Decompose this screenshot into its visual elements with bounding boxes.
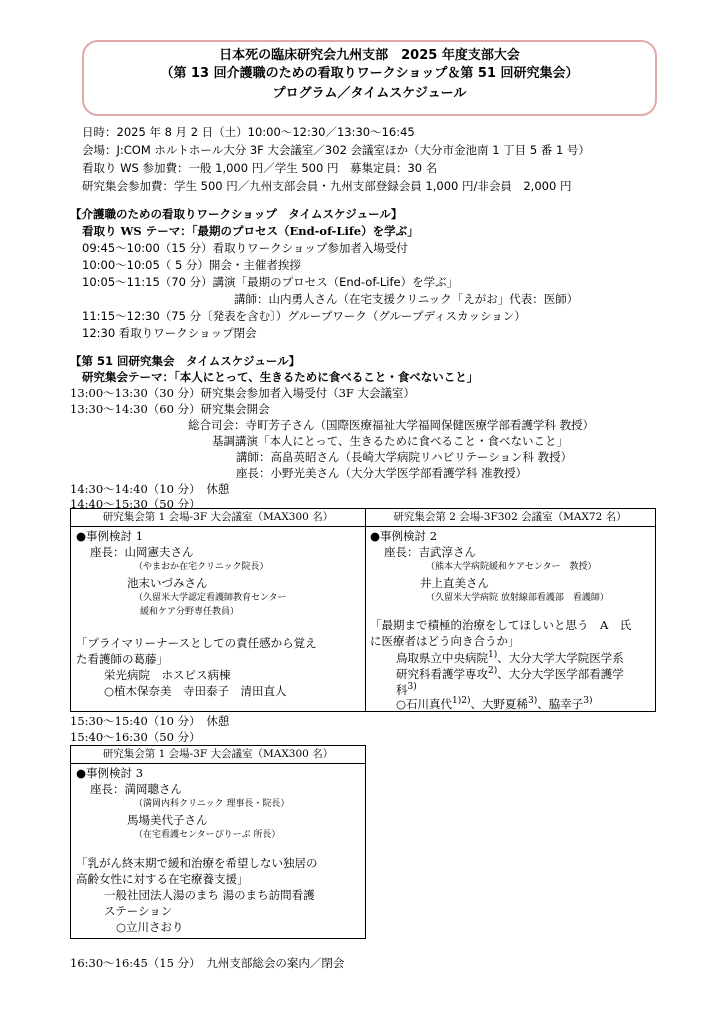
chair-affiliation: （満岡内科クリニック 理事長・院長） bbox=[134, 799, 290, 809]
event-venue: 会場：J:COM ホルトホール大分 3F 大会議室／302 会議室ほか（大分市金池南 1 丁目 5 番 1 号） bbox=[82, 143, 590, 157]
title-box bbox=[82, 40, 657, 116]
case-presenters: ○植木保奈美 寺田泰子 清田直人 bbox=[104, 684, 287, 698]
chair-name: 馬場美代子さん bbox=[127, 813, 208, 827]
workshop-theme: 看取り WS テーマ：「最期のプロセス（End-of-Life）を学ぶ」 bbox=[82, 224, 419, 238]
case-title: た看護師の葛藤」 bbox=[76, 652, 168, 666]
chair-affiliation: 緩和ケア分野専任教員） bbox=[140, 607, 240, 617]
schedule-item: 14:40～15:30（50 分） bbox=[70, 497, 201, 511]
chair-affiliation: （在宅看護センターぴりーぷ 所長） bbox=[134, 830, 281, 840]
workshop-lecturer: 講師：山内勇人さん（在宅支援クリニック「えがお」代表：医師） bbox=[234, 292, 579, 306]
event-title: 日本死の臨床研究会九州支部 2025 年度支部大会 bbox=[219, 48, 520, 63]
master-of-ceremonies: 総合司会：寺町芳子さん（国際医療福祉大学福岡保健医療学部看護学科 教授） bbox=[188, 418, 595, 432]
case-organization: 栄光病院 ホスピス病棟 bbox=[104, 668, 231, 682]
keynote-title: 基調講演「本人にとって、生きるために食べること・食べないこと」 bbox=[212, 434, 569, 448]
schedule-item: 16:30～16:45（15 分） 九州支部総会の案内／閉会 bbox=[70, 956, 345, 970]
room3-header: 研究集会第 1 会場-3F 大会議室（MAX300 名） bbox=[71, 746, 365, 764]
case-presenters: ○立川さおり bbox=[116, 920, 184, 934]
event-subtitle: （第 13 回介護職のための看取りワークショップ＆第 51 回研究集会） bbox=[160, 66, 579, 81]
case-organization: 科$^{3)}$ bbox=[396, 682, 417, 697]
case-label: ●事例検討 2 bbox=[370, 529, 438, 543]
workshop-item: 11:15～12:30（75 分〔発表を含む〕）グループワーク（グループディスカッション） bbox=[82, 309, 526, 323]
workshop-item: 10:05～11:15（70 分）講演「最期のプロセス（End-of-Life）を学ぶ」 bbox=[82, 275, 459, 289]
room2-header: 研究集会第 2 会場-3F302 会議室（MAX72 名） bbox=[365, 509, 655, 527]
case-label: ●事例検討 1 bbox=[76, 529, 144, 543]
ws-fee: 看取り WS 参加費：一般 1,000 円／学生 500 円 募集定員：30 名 bbox=[82, 161, 438, 175]
case-title: 「プライマリーナースとしての責任感から覚え bbox=[76, 636, 317, 650]
chair-affiliation: （久留米大学認定看護師教育センター bbox=[134, 593, 287, 603]
schedule-item: 14:30～14:40（10 分） 休憩 bbox=[70, 482, 230, 496]
case-title: 高齢女性に対する在宅療養支援」 bbox=[76, 872, 249, 886]
chair-affiliation: （やまおか在宅クリニック院長） bbox=[134, 562, 269, 572]
conf-fee: 研究集会参加費：学生 500 円／九州支部会員・九州支部登録会員 1,000 円/非会員 2,000 円 bbox=[82, 179, 572, 193]
schedule-item: 15:40～16:30（50 分） bbox=[70, 730, 201, 744]
chair-affiliation: （久留米大学病院 放射線部看護部 看護師） bbox=[426, 593, 609, 603]
workshop-item: 10:00～10:05（ 5 分）開会・主催者挨拶 bbox=[82, 258, 301, 272]
chair-name: 座長：吉武淳さん bbox=[384, 545, 476, 559]
case-title: に医療者はどう向き合うか」 bbox=[370, 634, 520, 648]
workshop-item: 09:45～10:00（15 分）看取りワークショップ参加者入場受付 bbox=[82, 241, 408, 255]
chair-name: 井上直美さん bbox=[420, 576, 489, 590]
room1-header: 研究集会第 1 会場-3F 大会議室（MAX300 名） bbox=[71, 509, 365, 527]
schedule-item: 15:30～15:40（10 分） 休憩 bbox=[70, 714, 230, 728]
case-organization: 研究科看護学専攻$^{2)}$、大分大学医学部看護学 bbox=[396, 666, 624, 681]
case-presenters: ○石川真代$^{1)2)}$、大野夏稀$^{3)}$、脇幸子$^{3)}$ bbox=[396, 696, 593, 711]
keynote-speaker: 講師：高畠英昭さん（長崎大学病院リハビリテーション科 教授） bbox=[236, 450, 573, 464]
case-organization: 一般社団法人湯のまち 湯のまち訪問看護 bbox=[104, 888, 315, 902]
chair-affiliation: （熊本大学病院緩和ケアセンター 教授） bbox=[426, 562, 597, 572]
chair-name: 座長：山岡憲夫さん bbox=[90, 545, 194, 559]
case-title: 「最期まで積極的治療をしてほしいと思う A 氏 bbox=[370, 618, 632, 632]
program-title: プログラム／タイムスケジュール bbox=[272, 86, 467, 101]
case-title: 「乳がん終末期で緩和治療を希望しない独居の bbox=[76, 856, 318, 870]
chair-name: 池末いづみさん bbox=[127, 576, 208, 590]
keynote-chair: 座長：小野光美さん（大分大学医学部看護学科 准教授） bbox=[236, 466, 528, 480]
event-date: 日時：2025 年 8 月 2 日（土）10:00～12:30／13:30～16:45 bbox=[82, 125, 415, 139]
schedule-item: 13:00～13:30（30 分）研究集会参加者入場受付（3F 大会議室） bbox=[70, 386, 416, 400]
conference-theme: 研究集会テーマ：「本人にとって、生きるために食べること・食べないこと」 bbox=[82, 370, 479, 384]
chair-name: 座長：満岡聰さん bbox=[90, 782, 182, 796]
workshop-heading: 【介護職のための看取りワークショップ タイムスケジュール】 bbox=[70, 207, 403, 221]
case-organization: ステーション bbox=[104, 904, 173, 918]
schedule-item: 13:30～14:30（60 分）研究集会開会 bbox=[70, 402, 270, 416]
conference-heading: 【第 51 回研究集会 タイムスケジュール】 bbox=[70, 354, 301, 368]
workshop-item: 12:30 看取りワークショップ閉会 bbox=[82, 326, 257, 340]
case-label: ●事例検討 3 bbox=[76, 766, 144, 780]
case-organization: 鳥取県立中央病院$^{1)}$、大分大学大学院医学系 bbox=[396, 650, 624, 665]
